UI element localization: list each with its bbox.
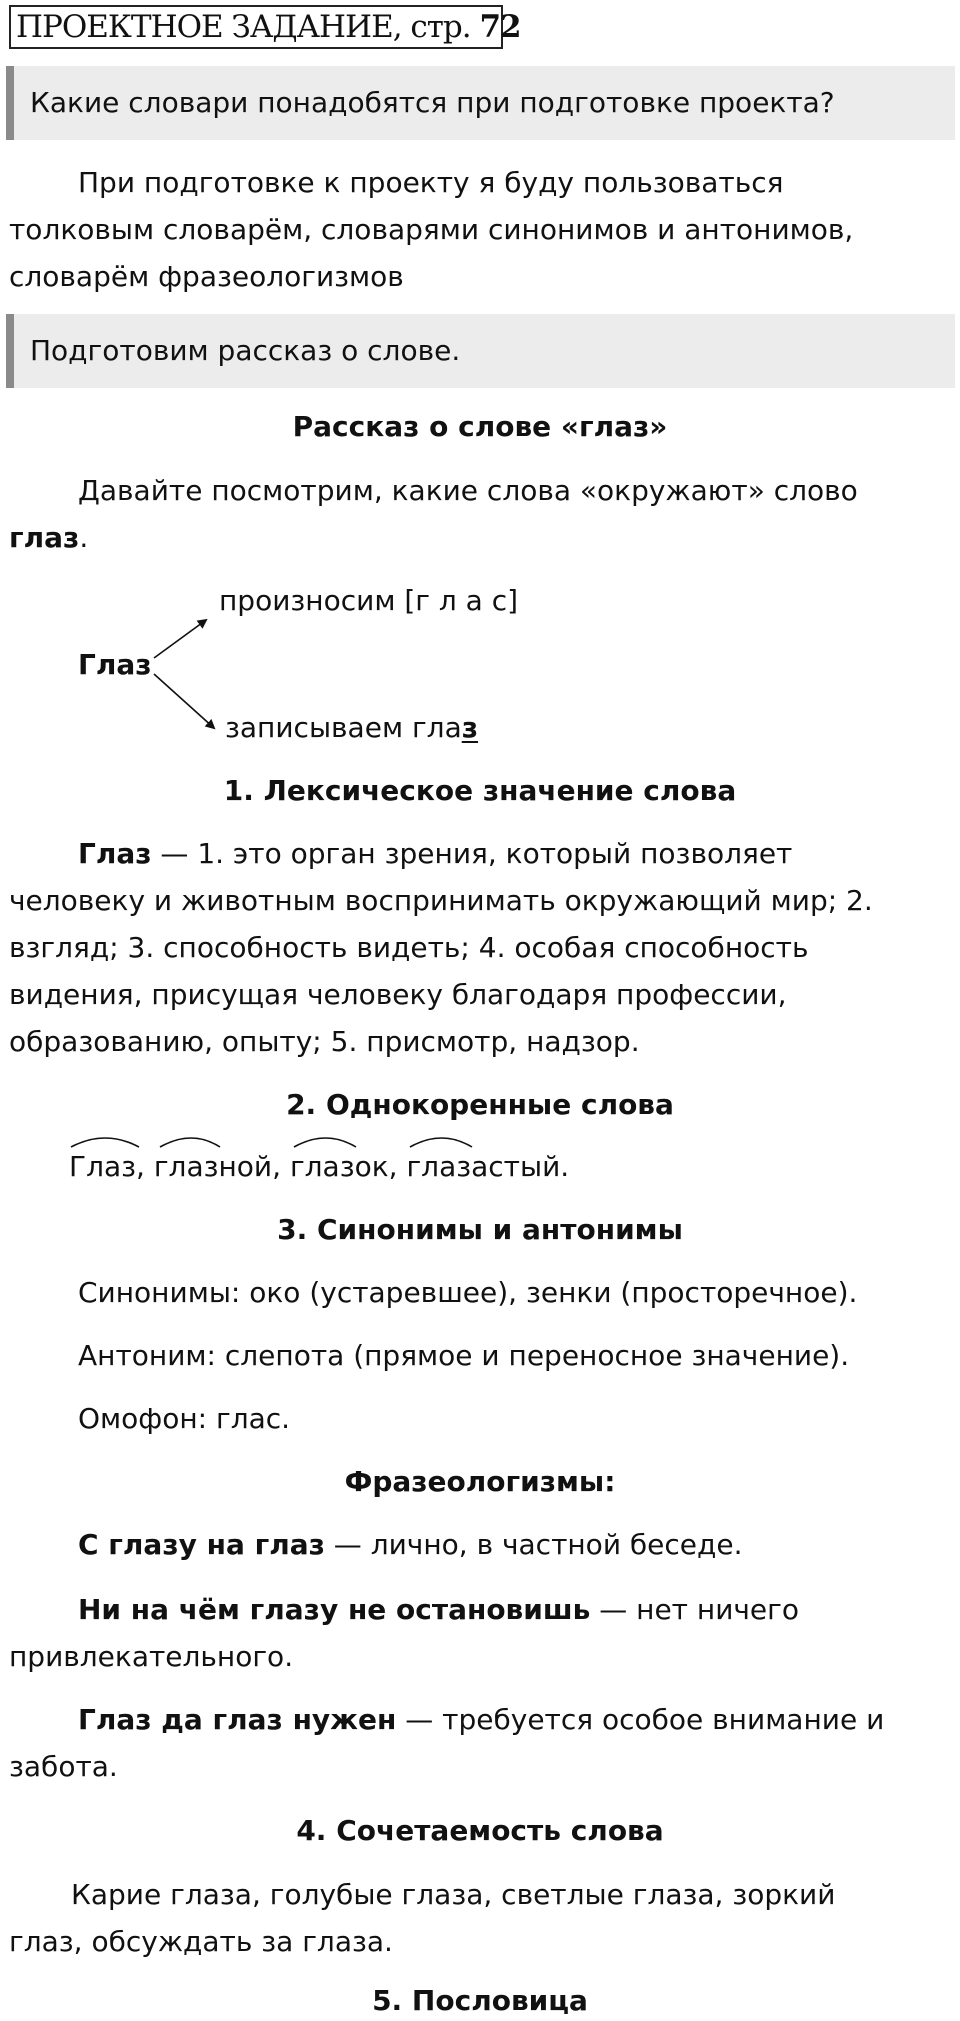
separator: , bbox=[272, 1150, 290, 1183]
section5-title: 5. Пословица bbox=[372, 1984, 588, 2017]
section1-title: 1. Лексическое значение слова bbox=[223, 774, 737, 807]
cognate-word bbox=[290, 1147, 389, 1187]
phrase-line: забота. bbox=[9, 1750, 118, 1783]
cognate-word bbox=[406, 1147, 560, 1187]
diagram-write bbox=[225, 708, 478, 748]
intro-word: глаз bbox=[9, 521, 80, 554]
answer-dictionaries bbox=[9, 159, 954, 300]
intro-paragraph bbox=[9, 467, 954, 561]
phrase-line bbox=[9, 1586, 954, 1633]
root-arc-icon bbox=[154, 1133, 226, 1149]
header-page-number: 72 bbox=[479, 9, 521, 45]
diagram-word: Глаз bbox=[78, 648, 152, 681]
homophone: Омофон: глас. bbox=[78, 1402, 291, 1435]
section4-text bbox=[9, 1871, 954, 1965]
diagram-write-letter: з bbox=[461, 711, 479, 744]
cognate-word-text: глазок bbox=[289, 1150, 389, 1183]
cognate-word bbox=[154, 1147, 272, 1187]
phraseology-item bbox=[9, 1586, 954, 1680]
collocation-line: Карие глаза, голубые глаза, светлые глаза, зоркий bbox=[71, 1878, 836, 1911]
phraseology-item bbox=[9, 1696, 954, 1790]
intro-end: . bbox=[79, 521, 89, 554]
diagram-arrows bbox=[140, 600, 230, 750]
phrase-definition: — нет ничего bbox=[590, 1593, 800, 1626]
phrase-term: Глаз да глаз нужен bbox=[78, 1703, 397, 1736]
header-title: ПРОЕКТНОЕ ЗАДАНИЕ, стр. bbox=[16, 9, 471, 45]
story-title: Рассказ о слове «глаз» bbox=[292, 410, 668, 443]
section1-definition bbox=[9, 830, 954, 1065]
definition-line bbox=[9, 830, 954, 877]
root-arc-icon bbox=[69, 1133, 141, 1149]
section4-title: 4. Сочетаемость слова bbox=[296, 1814, 664, 1847]
cognate-end: . bbox=[560, 1150, 570, 1183]
phrase-definition: — требуется особое внимание и bbox=[396, 1703, 885, 1736]
section2-title: 2. Однокоренные слова bbox=[286, 1088, 674, 1121]
separator: , bbox=[388, 1150, 407, 1183]
phrase-term: Ни на чём глазу не остановишь bbox=[78, 1593, 591, 1626]
phrase-line bbox=[9, 1696, 954, 1743]
page-header bbox=[9, 5, 521, 49]
phraseology-item bbox=[78, 1525, 743, 1565]
intro-line-2 bbox=[9, 514, 954, 561]
definition-line: образованию, опыту; 5. присмотр, надзор. bbox=[9, 1025, 640, 1058]
answer-line: толковым словарём, словарями синонимов и антонимов, bbox=[9, 213, 854, 246]
root-arc-icon bbox=[290, 1133, 362, 1149]
cognate-words bbox=[69, 1147, 569, 1187]
arrow-down bbox=[154, 674, 214, 728]
diagram-write-prefix: записываем гла bbox=[225, 711, 462, 744]
question-box-dictionaries bbox=[6, 66, 955, 140]
question-text: Подготовим рассказ о слове. bbox=[30, 334, 461, 367]
definition-text: — 1. это орган зрения, который позволяет bbox=[151, 837, 793, 870]
cognate-word bbox=[69, 1147, 136, 1187]
definition-line: видения, присущая человеку благодаря профессии, bbox=[9, 978, 787, 1011]
question-box-story bbox=[6, 314, 955, 388]
question-text: Какие словари понадобятся при подготовке проекта? bbox=[30, 86, 835, 119]
definition-term: Глаз bbox=[78, 837, 152, 870]
separator: , bbox=[136, 1150, 154, 1183]
cognate-word-text: Глаз bbox=[69, 1150, 137, 1183]
intro-line: Давайте посмотрим, какие слова «окружают» слово bbox=[78, 474, 858, 507]
phrase-line: привлекательного. bbox=[9, 1640, 294, 1673]
cognate-word-text: глазной bbox=[153, 1150, 273, 1183]
diagram-pronounce: произносим [г л а с] bbox=[219, 584, 519, 617]
definition-line: взгляд; 3. способность видеть; 4. особая способность bbox=[9, 931, 809, 964]
section3-title: 3. Синонимы и антонимы bbox=[277, 1213, 683, 1246]
arrow-up bbox=[154, 620, 206, 658]
phrase-definition: — лично, в частной беседе. bbox=[324, 1528, 743, 1561]
synonyms: Синонимы: око (устаревшее), зенки (просторечное). bbox=[78, 1276, 858, 1309]
antonym: Антоним: слепота (прямое и переносное значение). bbox=[78, 1339, 850, 1372]
collocation-line: глаз, обсуждать за глаза. bbox=[9, 1925, 393, 1958]
cognate-word-text: глазастый bbox=[406, 1150, 561, 1183]
definition-line: человеку и животным воспринимать окружающий мир; 2. bbox=[9, 884, 873, 917]
root-arc-icon bbox=[406, 1133, 478, 1149]
phrase-term: С глазу на глаз bbox=[78, 1528, 325, 1561]
answer-line: словарём фразеологизмов bbox=[9, 260, 404, 293]
answer-line: При подготовке к проекту я буду пользоваться bbox=[78, 166, 784, 199]
phraseology-title: Фразеологизмы: bbox=[344, 1465, 616, 1498]
